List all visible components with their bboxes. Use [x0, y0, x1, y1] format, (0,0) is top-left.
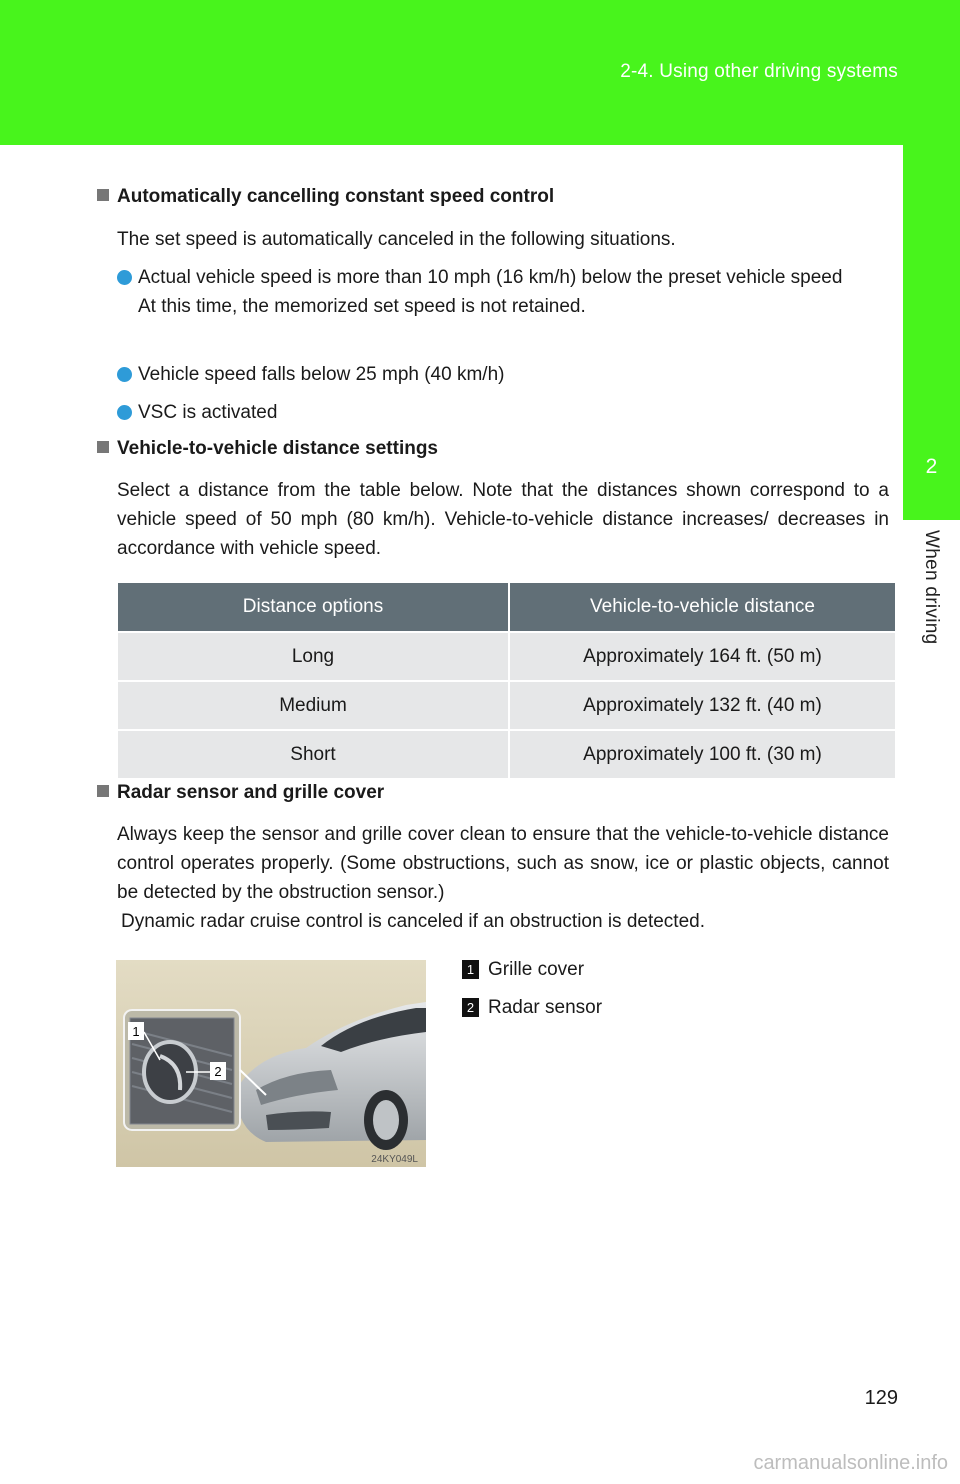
table-cell: Short [118, 730, 509, 778]
bullet-note: At this time, the memorized set speed is not retained. [138, 296, 586, 317]
page-number: 129 [864, 1387, 898, 1409]
table-row [118, 730, 895, 778]
chapter-number: 2 [925, 455, 938, 478]
chapter-label: When driving [921, 530, 942, 645]
chapter-tab [903, 145, 960, 520]
heading-auto-cancel: Automatically cancelling constant speed control [97, 186, 554, 208]
square-bullet-icon [97, 785, 109, 797]
callout-radar-sensor: 2 Radar sensor [462, 996, 602, 1020]
table-row [118, 632, 895, 681]
table-row [118, 681, 895, 730]
bullet-text: Vehicle speed falls below 25 mph (40 km/h) [138, 364, 505, 385]
table-cell: Approximately 100 ft. (30 m) [509, 730, 895, 778]
bullet-dot-icon [117, 270, 132, 285]
bullet-text: VSC is activated [138, 402, 278, 423]
table-header-cell: Distance options [118, 583, 509, 632]
bullet-dot-icon [117, 405, 132, 420]
car-illustration [116, 960, 426, 1167]
header-band [0, 0, 960, 145]
list-item [117, 263, 889, 321]
watermark: carmanualsonline.info [753, 1452, 948, 1474]
list-item [117, 398, 889, 427]
table-cell: Long [118, 632, 509, 681]
callout-grille-cover: 1 Grille cover [462, 958, 584, 982]
auto-cancel-intro: The set speed is automatically canceled in the following situations. [117, 229, 676, 250]
distance-table [118, 583, 895, 778]
radar-sensor-note: Dynamic radar cruise control is canceled if an obstruction is detected. [121, 911, 705, 932]
marker-label-2: 2 [214, 1064, 222, 1079]
bullet-dot-icon [117, 367, 132, 382]
list-item [117, 360, 889, 389]
table-header-row [118, 583, 895, 632]
number-box-icon: 1 [462, 960, 479, 979]
table-cell: Approximately 132 ft. (40 m) [509, 681, 895, 730]
car-image-icon [116, 960, 426, 1167]
square-bullet-icon [97, 441, 109, 453]
section-title: 2-4. Using other driving systems [620, 61, 898, 82]
table-cell: Approximately 164 ft. (50 m) [509, 632, 895, 681]
table-cell: Medium [118, 681, 509, 730]
square-bullet-icon [97, 189, 109, 201]
figure-code: 24KY049L [371, 1154, 418, 1165]
marker-label-1: 1 [132, 1024, 140, 1039]
radar-sensor-intro: Always keep the sensor and grille cover clean to ensure that the vehicle-to-vehicle distance control operates properly. (Some obstructions, such as snow, ice or plastic objects, cannot be detected by the obstruction sensor.) [117, 824, 889, 903]
heading-radar-sensor: Radar sensor and grille cover [97, 782, 384, 804]
number-box-icon: 2 [462, 998, 479, 1017]
bullet-text: Actual vehicle speed is more than 10 mph (16 km/h) below the preset vehicle speed [138, 267, 843, 288]
table-header-cell: Vehicle-to-vehicle distance [509, 583, 895, 632]
heading-distance-settings: Vehicle-to-vehicle distance settings [97, 438, 438, 460]
distance-settings-intro: Select a distance from the table below. Note that the distances shown correspond to a vehicle speed of 50 mph (80 km/h). Vehicle-to-vehicle distance increases/ decreases in accordance with vehicle speed. [117, 480, 889, 559]
